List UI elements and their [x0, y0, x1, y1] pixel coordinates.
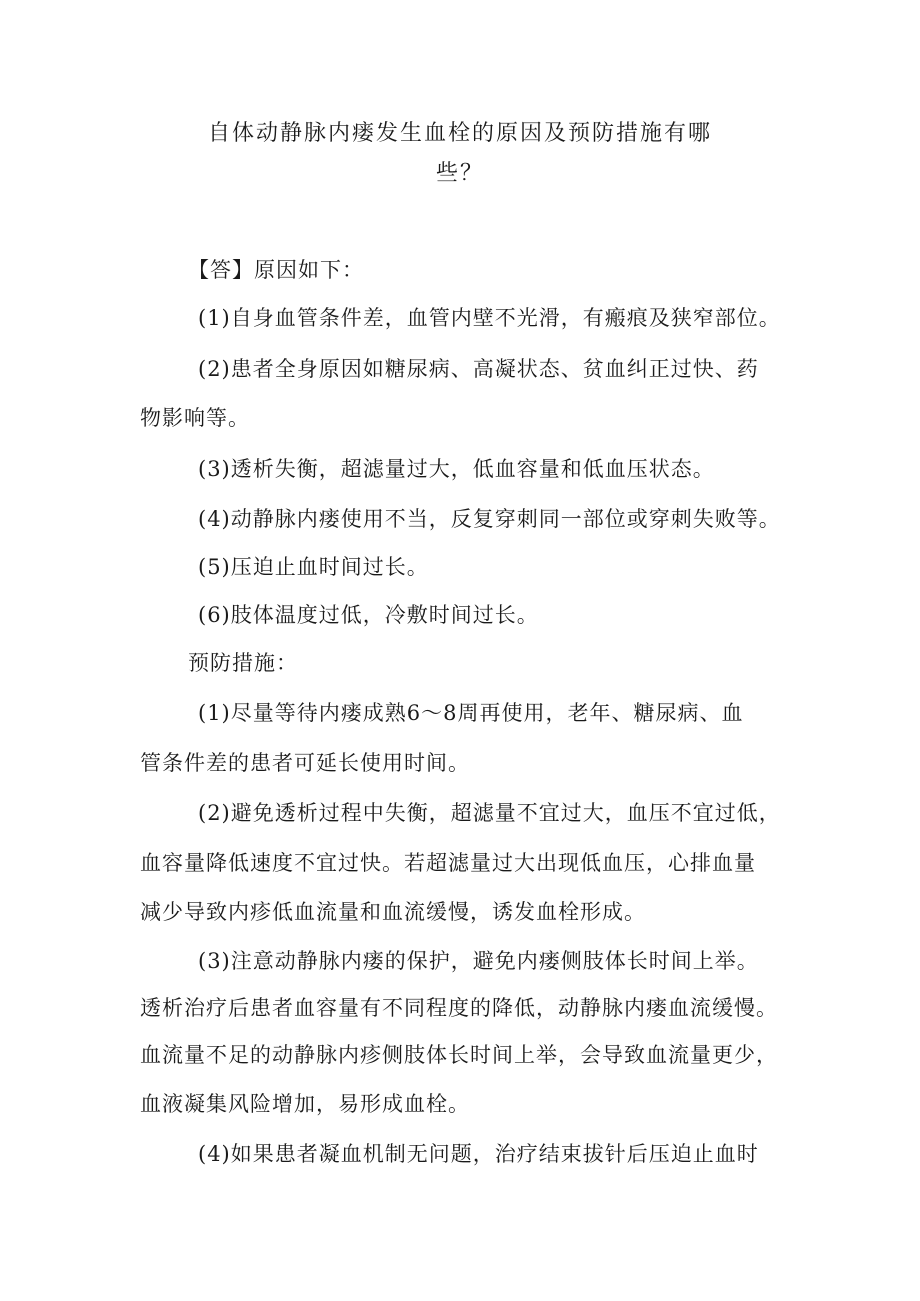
measure-4: (4)如果患者凝血机制无问题，治疗结束拔针后压迫止血时 — [198, 1142, 759, 1166]
cause-5: (5)压迫止血时间过长。 — [198, 555, 429, 579]
cause-2: (2)患者全身原因如糖尿病、高凝状态、贫血纠正过快、药 — [198, 357, 759, 381]
prevention-heading: 预防措施： — [188, 651, 298, 675]
cause-2-continued: 物影响等。 — [140, 406, 250, 430]
cause-1: (1)自身血管条件差，血管内壁不光滑，有瘢痕及狭窄部位。 — [198, 306, 781, 330]
measure-1-continued: 管条件差的患者可延长使用时间。 — [140, 751, 470, 775]
document-title-line1: 自体动静脉内瘘发生血栓的原因及预防措施有哪 — [207, 121, 712, 146]
measure-3-continued-2: 血流量不足的动静脉内疹侧肢体长时间上举，会导致血流量更少， — [140, 1043, 778, 1067]
cause-3: (3)透析失衡，超滤量过大，低血容量和低血压状态。 — [198, 457, 715, 481]
measure-3-continued-3: 血液凝集风险增加，易形成血栓。 — [140, 1092, 470, 1116]
measure-3: (3)注意动静脉内瘘的保护，避免内瘘侧肢体长时间上举。 — [198, 949, 759, 973]
cause-6: (6)肢体温度过低，冷敷时间过长。 — [198, 603, 539, 627]
measure-2-continued-1: 血容量降低速度不宜过快。若超滤量过大出现低血压，心排血量 — [140, 851, 756, 875]
measure-1: (1)尽量等待内瘘成熟6～8周再使用，老年、糖尿病、血 — [198, 701, 744, 725]
measure-2-continued-2: 减少导致内疹低血流量和血流缓慢，诱发血栓形成。 — [140, 900, 646, 924]
cause-4: (4)动静脉内瘘使用不当，反复穿刺同一部位或穿刺失败等。 — [198, 507, 781, 531]
measure-3-continued-1: 透析治疗后患者血容量有不同程度的降低，动静脉内瘘血流缓慢。 — [140, 996, 778, 1020]
document-title-line2: 些？ — [435, 161, 484, 186]
measure-2: (2)避免透析过程中失衡，超滤量不宜过大，血压不宜过低， — [198, 801, 781, 825]
answer-intro: 【答】原因如下： — [188, 258, 364, 282]
